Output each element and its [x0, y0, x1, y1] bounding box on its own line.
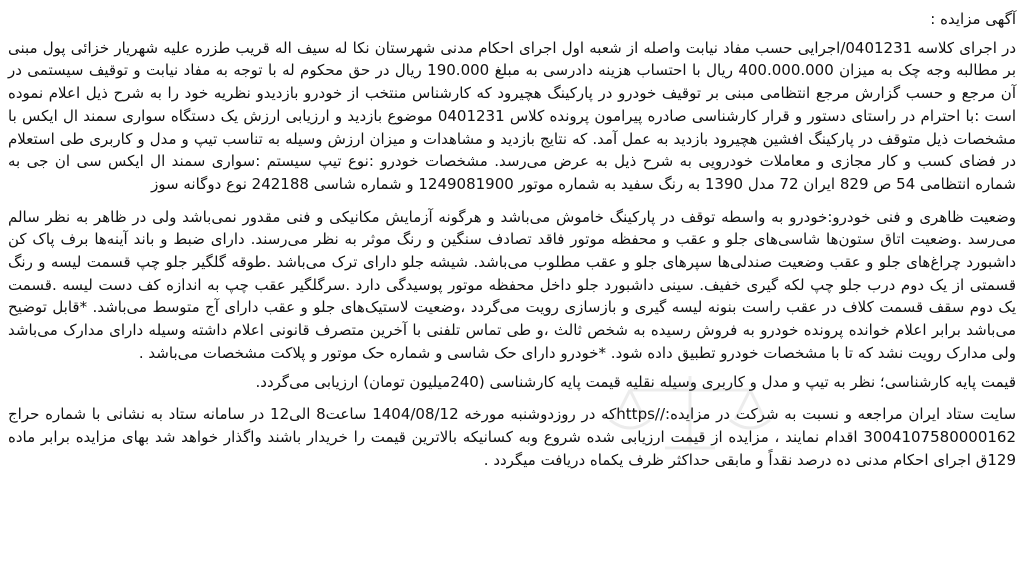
notice-paragraph-auction-terms: سایت ستاد ایران مراجعه و نسبت به شرکت در مزایده://httpsکه در روزدوشنبه مورخه 1404/08/12 ساعت8 الی12 در سامانه ستاد به نشانی با شماره حراج 3004107580000162 اقدام نمایند ، مزایده از قیمت ارزیابی شده شروع وبه کسانیکه بالاترین قیمت را خریدار باشند واگذار خواهد شد بهای مزایده برابر ماده 129ق اجرای احکام مدنی ده درصد نقداً و مابقی حداکثر ظرف یکماه دریافت میگردد .: [8, 405, 1017, 469]
notice-paragraph-base-price: قیمت پایه کارشناسی؛ نظر به تیپ و مدل و کاربری وسیله نقلیه قیمت پایه کارشناسی (240میلیون تومان) ارزیابی می‌گردد.: [255, 372, 1016, 391]
notice-title: آگهی مزایده :: [930, 10, 1016, 28]
notice-paragraph-vehicle-condition: وضعیت ظاهری و فنی خودرو:خودرو به واسطه توقف در پارکینگ خاموش می‌باشد و هرگونه آزمایش مکانیکی و فنی مقدور نمی‌باشد ولی در ظاهر به نظر سالم می‌رسد .وضعیت اتاق ستون‌ها شاسی‌های جلو و عقب و محفظه موتور فاقد تصادف سنگین و رنگ موثر به نظر می‌رسند. دارای ضبط و باند آینه‌ها برف پاک کن داشبورد چراغ‌های جلو و عقب وضعیت صندلی‌ها سپرهای جلو و عقب مطلوب می‌باشد. شیشه جلو دارای ترک می‌باشد .طوقه گلگیر جلو چپ قسمت لیسه و رنگ قسمتی از یک دوم درب جلو چپ لکه گیری خفیف. سینی داشبورد جلو داخل محفظه موتور پوسیدگی دارد .سرگلگیر عقب چپ به اندازه کف دست لیسه .قسمت یک دوم سقف قسمت کلاف در عقب راست بنونه لیسه گیری و بازسازی رویت می‌گردد ،وضعیت لاستیک‌های جلو و عقب دارای آج متوسط می‌باشد. *قابل توضیح می‌باشد برابر اعلام خوانده پرونده خودرو به فروش رسیده به شخص ثالث ،و طی تماس تلفنی با آخرین متصرف قانونی اعلام داشته وسیله دارای مدارک می‌باشد ولی مدارک رویت نشد که تا با مشخصات خودرو تطبیق داده شود. *خودرو دارای حک شاسی و شماره حک موتور و پلاکت مشخصات می‌باشد .: [8, 207, 1016, 362]
notice-paragraph-case-details: در اجرای کلاسه 0401231/اجرایی حسب مفاد نیابت واصله از شعبه اول اجرای احکام مدنی شهرستان نکا له سیف اله قریب طزره علیه شهریار خزائی پول مبنی بر مطالبه وجه چک به میزان 400.000.000 ریال با احتساب هزینه دادرسی به مبلغ 190.000 ریال در حق محکوم له با توجه به مفاد نیابت و توقیف سیستمی در آن مرجع و حسب گزارش مرجع انتظامی مبنی بر توقیف خودرو در پارکینگ هچیرود که کارشناس منتخب از خودرو بازدیدو نظریه خود را به شرح ذیل اعلام نموده است :با احترام در راستای دستور و قرار کارشناسی صادره پیرامون پرونده کلاس 0401231 موضوع بازدید و ارزیابی ارزش یک دستگاه سواری سمند ال ایکس با مشخصات ذیل متوقف در پارکینگ افشین هچیرود بازدید به عمل آمد. که نتایج بازدید و مشاهدات و میزان ارزش وسیله به تناسب تیپ و مدل و کاربری طی استعلام در فضای کسب و کار مجازی و معاملات خودرویی به شرح ذیل به عرض می‌رسد. مشخصات خودرو :نوع تیپ سیستم :سواری سمند ال ایکس سی ان جی به شماره انتظامی 54 ص 829 ایران 72 مدل 1390 به رنگ سفید به شماره موتور 1249081900 و شماره شاسی 242188 نوع دوگانه سوز: [8, 38, 1016, 193]
